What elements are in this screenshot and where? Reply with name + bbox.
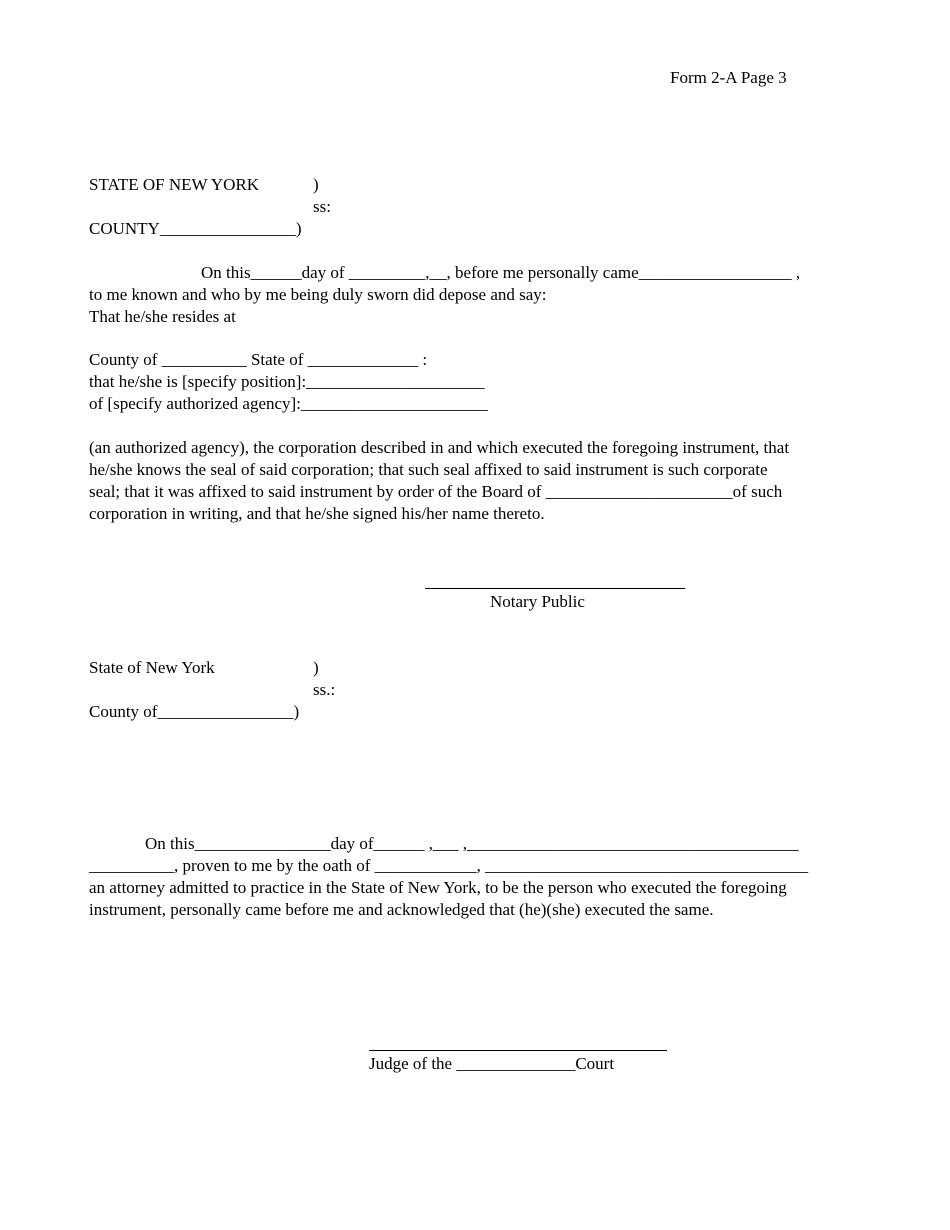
ack2-line3: an attorney admitted to practice in the State of New York, to be the person who executed the foregoing bbox=[89, 878, 787, 897]
venue2-paren: ) bbox=[313, 658, 319, 677]
notary-label: Notary Public bbox=[490, 592, 585, 611]
judge-label: Judge of the ______________Court bbox=[369, 1054, 615, 1073]
ack1-para-line2: he/she knows the seal of said corporation; that such seal affixed to said instrument is such corporate bbox=[89, 460, 768, 479]
ack1-line6: of [specify authorized agency]:______________________ bbox=[89, 394, 488, 413]
venue1-county: COUNTY________________) bbox=[89, 219, 302, 238]
venue2-state: State of New York bbox=[89, 658, 215, 677]
ack1-line2: to me known and who by me being duly sworn did depose and say: bbox=[89, 285, 547, 304]
ack1-para-line3: seal; that it was affixed to said instrument by order of the Board of ______________________of such bbox=[89, 482, 783, 501]
venue2-county: County of________________) bbox=[89, 702, 300, 721]
venue1-ss: ss: bbox=[313, 197, 331, 216]
ack1-line5: that he/she is [specify position]:_____________________ bbox=[89, 372, 485, 391]
ack1-line4: County of __________ State of _____________ : bbox=[89, 350, 428, 369]
ack2-line4: instrument, personally came before me and acknowledged that (he)(she) executed the same. bbox=[89, 900, 714, 919]
ack1-para-line4: corporation in writing, and that he/she signed his/her name thereto. bbox=[89, 504, 545, 523]
ack2-line2: __________, proven to me by the oath of ____________, ______________________________________ bbox=[89, 856, 809, 875]
notary-signature-line bbox=[425, 588, 685, 589]
ack1-para-line1: (an authorized agency), the corporation described in and which executed the foregoing instrument, that bbox=[89, 438, 790, 457]
venue1-state: STATE OF NEW YORK bbox=[89, 175, 260, 194]
ack2-line1: On this________________day of______ ,___ ,_______________________________________ bbox=[145, 834, 799, 853]
venue1-paren: ) bbox=[313, 175, 319, 194]
ack1-line3: That he/she resides at bbox=[89, 307, 236, 326]
judge-signature-line bbox=[369, 1050, 667, 1051]
venue2-ss: ss.: bbox=[313, 680, 336, 699]
form-page-label: Form 2-A Page 3 bbox=[670, 68, 787, 87]
ack1-line1: On this______day of _________,__, before me personally came__________________ , bbox=[201, 263, 801, 282]
